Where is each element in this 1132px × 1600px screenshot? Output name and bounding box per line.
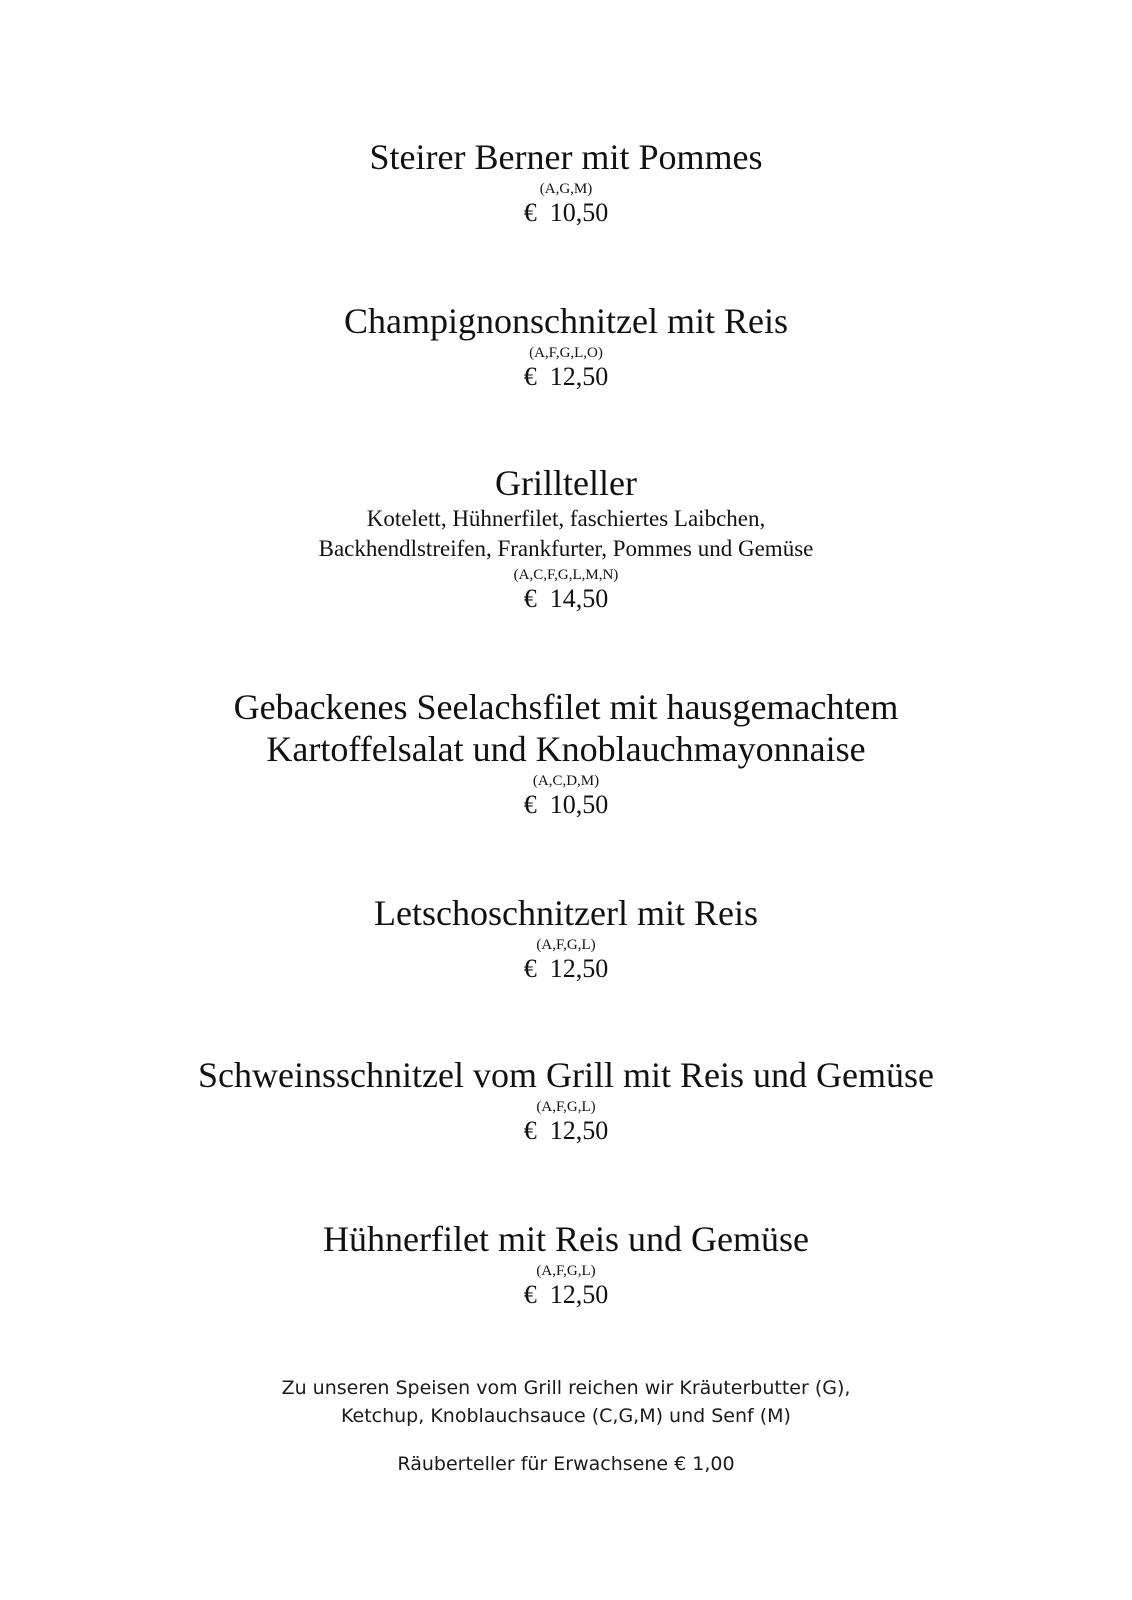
grill-note xyxy=(0,1374,1132,1430)
dish-price: € 12,50 xyxy=(523,1116,609,1145)
menu-item xyxy=(0,892,1132,984)
allergen-codes: (A,C,D,M) xyxy=(532,773,600,789)
dish-name: Hühnerfilet mit Reis und Gemüse xyxy=(323,1219,809,1259)
dish-price: € 14,50 xyxy=(523,584,609,613)
dish-description-line: Kotelett, Hühnerfilet, faschiertes Laibchen, xyxy=(366,506,766,531)
allergen-codes: (A,C,F,G,L,M,N) xyxy=(513,567,619,583)
dish-name-line: Kartoffelsalat und Knoblauchmayonnaise xyxy=(266,729,866,769)
dish-name-line: Gebackenes Seelachsfilet mit hausgemachtem xyxy=(233,687,899,727)
menu-item xyxy=(0,300,1132,392)
dish-price: € 12,50 xyxy=(523,954,609,983)
dish-price: € 12,50 xyxy=(523,362,609,391)
menu-item xyxy=(0,686,1132,820)
menu-item xyxy=(0,1218,1132,1310)
dish-name: Letschoschnitzerl mit Reis xyxy=(374,893,758,933)
dish-name: Champignonschnitzel mit Reis xyxy=(344,301,788,341)
dish-description-line: Backhendlstreifen, Frankfurter, Pommes und Gemüse xyxy=(318,536,814,561)
raeuberteller-note: Räuberteller für Erwachsene € 1,00 xyxy=(397,1453,735,1475)
dish-price: € 10,50 xyxy=(523,198,609,227)
menu-item xyxy=(0,136,1132,228)
dish-name: Schweinsschnitzel vom Grill mit Reis und Gemüse xyxy=(198,1055,934,1095)
grill-note-line: Zu unseren Speisen vom Grill reichen wir Kräuterbutter (G), xyxy=(281,1377,851,1399)
grill-note-line: Ketchup, Knoblauchsauce (C,G,M) und Senf (M) xyxy=(341,1405,791,1427)
allergen-codes: (A,F,G,L,O) xyxy=(529,345,603,361)
dish-name: Steirer Berner mit Pommes xyxy=(369,137,763,177)
menu-item xyxy=(0,1054,1132,1146)
allergen-codes: (A,F,G,L) xyxy=(536,1263,596,1279)
menu-item xyxy=(0,462,1132,614)
allergen-codes: (A,F,G,L) xyxy=(536,937,596,953)
allergen-codes: (A,F,G,L) xyxy=(536,1099,596,1115)
dish-name: Grillteller xyxy=(495,463,637,503)
dish-price: € 12,50 xyxy=(523,1280,609,1309)
allergen-codes: (A,G,M) xyxy=(539,181,593,197)
dish-price: € 10,50 xyxy=(523,790,609,819)
